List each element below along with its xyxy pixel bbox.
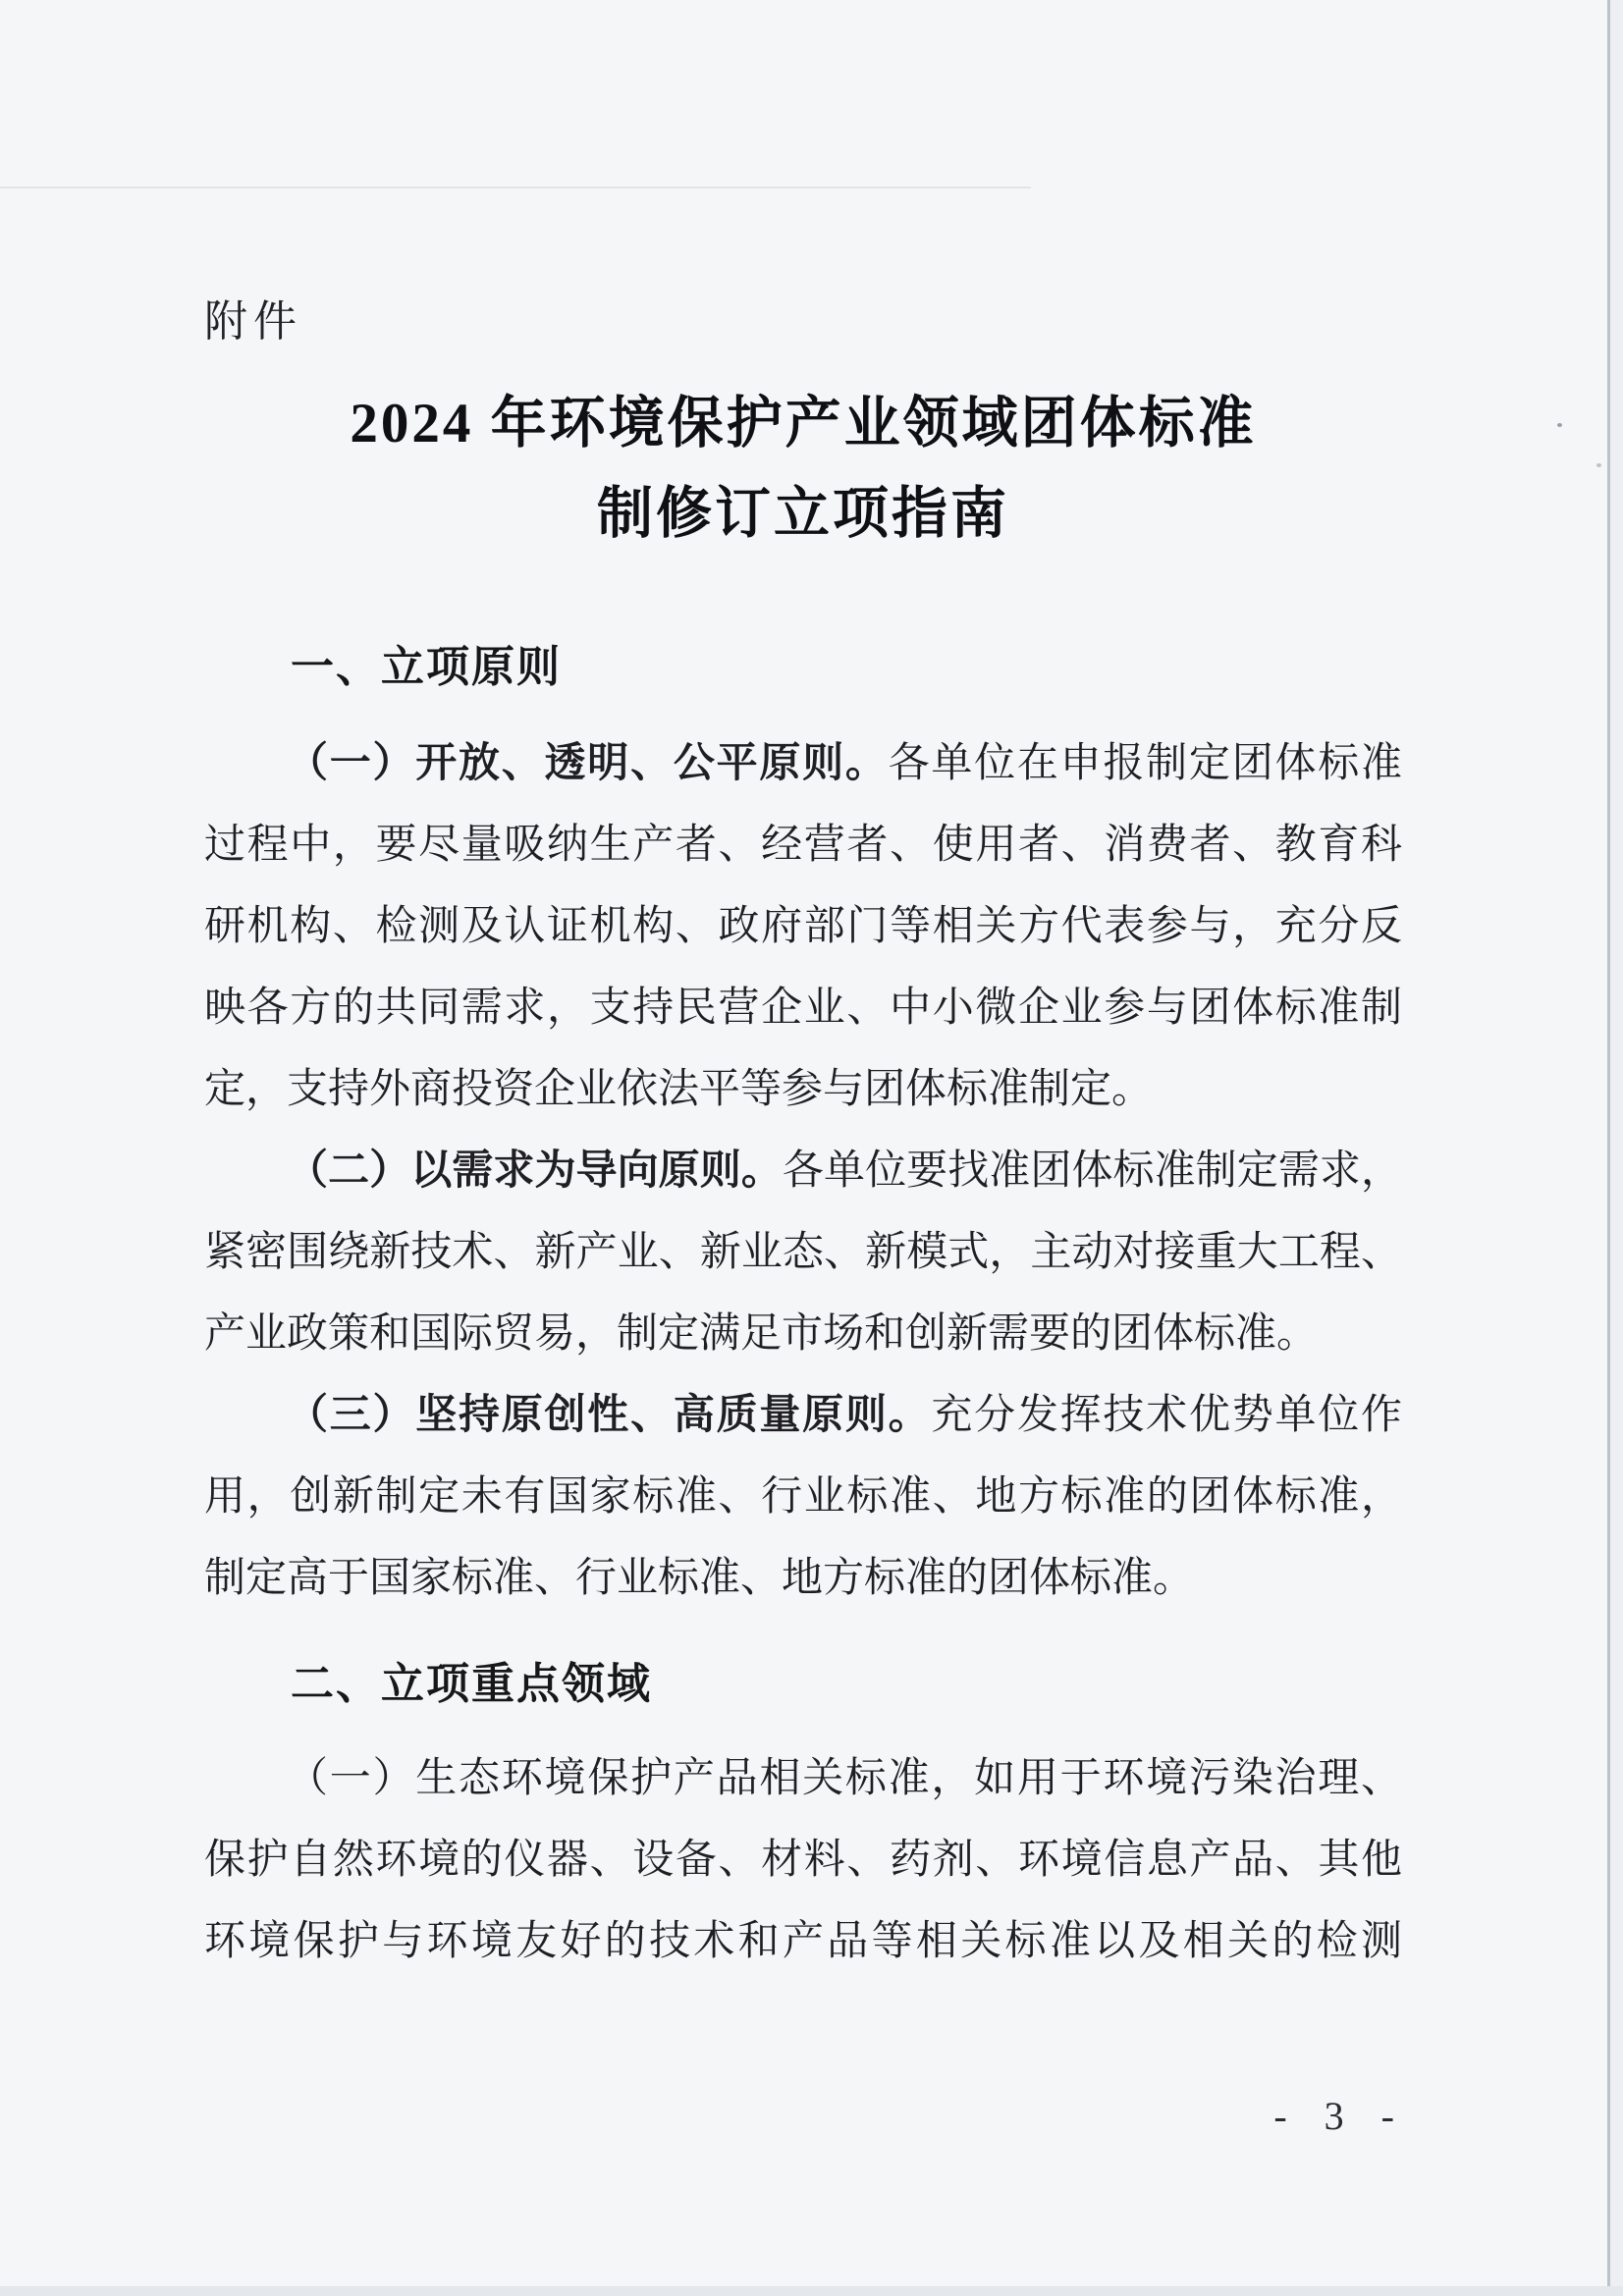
paragraph-3 xyxy=(204,1375,1402,1620)
section-1-heading: 一、立项原则 xyxy=(291,643,562,691)
section-2-heading: 二、立项重点领域 xyxy=(291,1660,652,1708)
paragraph-line: 制定高于国家标准、行业标准、地方标准的团体标准。 xyxy=(204,1556,1195,1601)
paragraph-line xyxy=(204,1375,1402,1457)
document-title-line1: 2024 年环境保护产业领域团体标准 xyxy=(350,393,1257,454)
scan-bottom-band xyxy=(0,2286,1623,2296)
paragraph-line: 过程中，要尽量吸纳生产者、经营者、使用者、消费者、教育科 xyxy=(204,823,1402,868)
attachment-label: 附件 xyxy=(204,297,302,346)
paragraph-line: （一）生态环境保护产品相关标准，如用于环境污染治理、 xyxy=(287,1756,1402,1801)
paragraph-2 xyxy=(204,1131,1402,1375)
paragraph-line: 定，支持外商投资企业依法平等参与团体标准制定。 xyxy=(204,1067,1154,1112)
document-title-line2: 制修订立项指南 xyxy=(597,483,1009,545)
paragraph-line xyxy=(204,723,1402,805)
lead-phrase: （三）坚持原创性、高质量原则。 xyxy=(287,1393,932,1438)
paragraph-line: 产业政策和国际贸易，制定满足市场和创新需要的团体标准。 xyxy=(204,1311,1319,1357)
paragraph-line: 用，创新制定未有国家标准、行业标准、地方标准的团体标准， xyxy=(204,1474,1402,1520)
lead-phrase: （二）以需求为导向原则。 xyxy=(287,1148,783,1194)
paragraph-line: 环境保护与环境友好的技术和产品等相关标准以及相关的检测 xyxy=(204,1919,1402,1964)
page-number: - 3 - xyxy=(1273,2094,1402,2138)
scan-speck xyxy=(1557,423,1562,427)
paragraph-line: 研机构、检测及认证机构、政府部门等相关方代表参与，充分反 xyxy=(204,904,1402,949)
paragraph-1 xyxy=(204,723,1402,1131)
paragraph-4 xyxy=(204,1738,1402,1983)
lead-phrase: （一）开放、透明、公平原则。 xyxy=(287,741,889,786)
paragraph-line: 紧密围绕新技术、新产业、新业态、新模式，主动对接重大工程、 xyxy=(204,1230,1402,1275)
paragraph-line xyxy=(204,1131,1402,1212)
line-text: 各单位在申报制定团体标准 xyxy=(888,741,1402,786)
paragraph-line: 保护自然环境的仪器、设备、材料、药剂、环境信息产品、其他 xyxy=(204,1838,1402,1883)
line-text: 各单位要找准团体标准制定需求， xyxy=(782,1148,1402,1194)
scan-edge-strip xyxy=(1610,0,1623,2296)
line-text: 充分发挥技术优势单位作 xyxy=(931,1393,1402,1438)
document-content xyxy=(204,0,1402,1983)
paragraph-line: 映各方的共同需求，支持民营企业、中小微企业参与团体标准制 xyxy=(204,986,1402,1031)
scan-edge-line xyxy=(1607,0,1610,2296)
scan-speck xyxy=(1596,463,1601,467)
